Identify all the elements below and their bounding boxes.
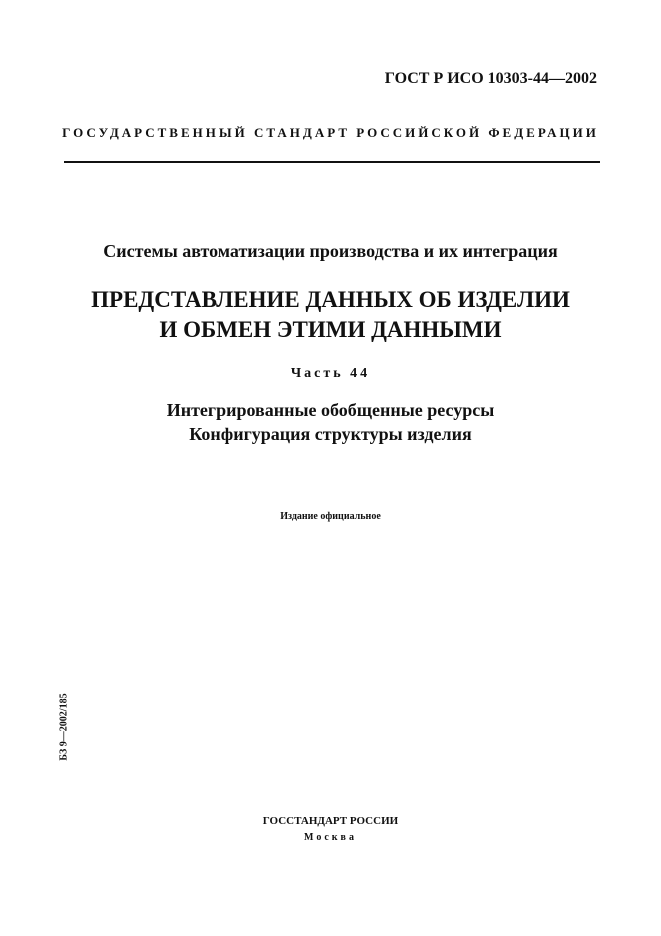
subtitle-line-1: Интегрированные обобщенные ресурсы bbox=[166, 400, 495, 420]
side-code: БЗ 9—2002/185 bbox=[58, 693, 70, 761]
city: Москва bbox=[304, 832, 357, 843]
main-title bbox=[0, 285, 661, 345]
document-number: ГОСТ Р ИСО 10303-44—2002 bbox=[384, 70, 597, 87]
edition-label: Издание официальное bbox=[280, 511, 381, 522]
organization-heading: ГОСУДАРСТВЕННЫЙ СТАНДАРТ РОССИЙСКОЙ ФЕДЕРАЦИИ bbox=[62, 125, 599, 140]
series-title: Системы автоматизации производства и их интеграция bbox=[103, 241, 558, 261]
publisher: ГОССТАНДАРТ РОССИИ bbox=[262, 815, 399, 827]
subtitle-line-2: Конфигурация структуры изделия bbox=[189, 424, 472, 444]
main-title-line-1: ПРЕДСТАВЛЕНИЕ ДАННЫХ ОБ ИЗДЕЛИИ bbox=[91, 287, 570, 312]
main-title-line-2: И ОБМЕН ЭТИМИ ДАННЫМИ bbox=[159, 317, 502, 342]
part-number: Часть 44 bbox=[290, 366, 371, 381]
subtitle bbox=[0, 398, 661, 446]
header-divider bbox=[64, 161, 600, 163]
